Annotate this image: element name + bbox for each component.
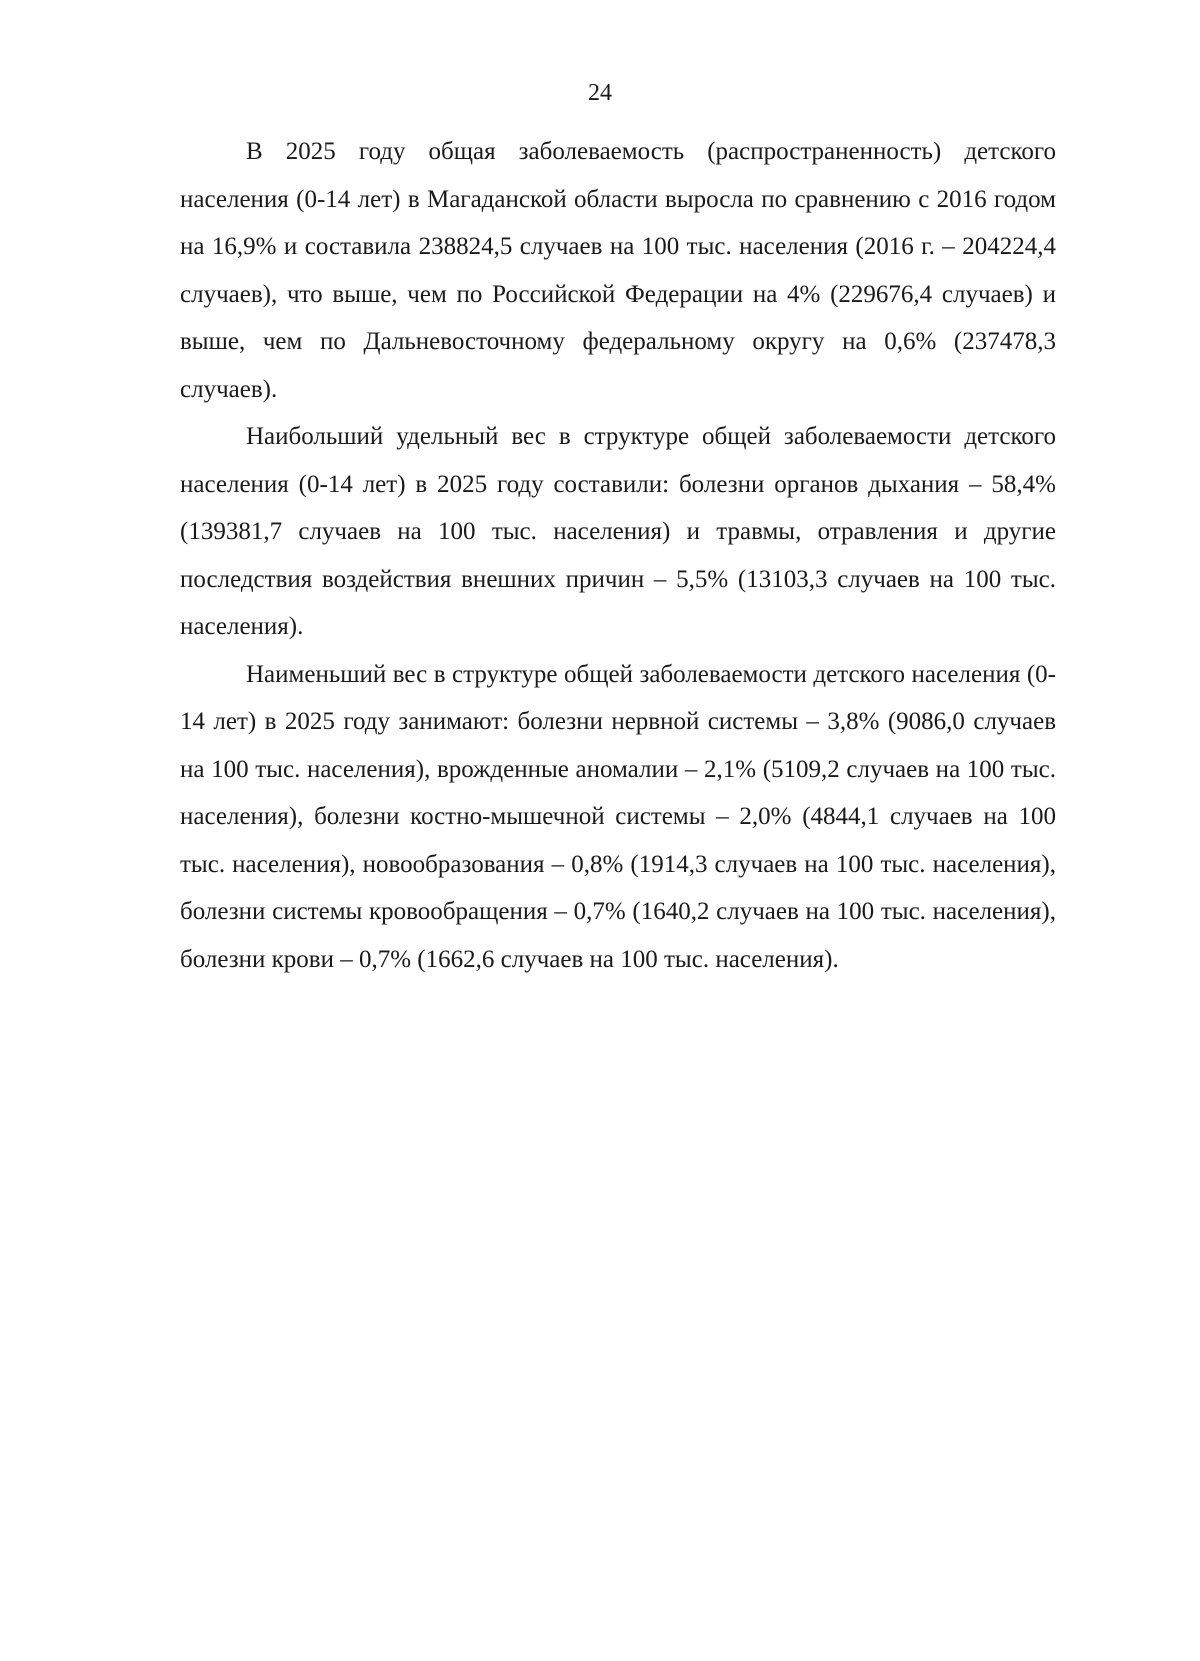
paragraph-largest-share: Наибольший удельный вес в структуре общей заболеваемости детского населения (0-14 лет) в 2025 году составили: болезни органов дыхания – 58,4% (139381,7 случаев на 100 тыс. населения) и травмы, отравления и другие последствия воздействия внешних причин – 5,5% (13103,3 случаев на 100 тыс. населения). — [180, 423, 1056, 640]
document-body — [180, 128, 1056, 983]
page-number: 24 — [588, 80, 612, 106]
paragraph-smallest-share: Наименьший вес в структуре общей заболеваемости детского населения (0-14 лет) в 2025 году занимают: болезни нервной системы – 3,8% (9086,0 случаев на 100 тыс. населения), врожденные аномалии – 2,1% (5109,2 случаев на 100 тыс. населения), болезни костно-мышечной системы – 2,0% (4844,1 случаев на 100 тыс. населения), новообразования – 0,8% (1914,3 случаев на 100 тыс. населения), болезни системы кровообращения – 0,7% (1640,2 случаев на 100 тыс. населения), болезни крови – 0,7% (1662,6 случаев на 100 тыс. населения). — [180, 660, 1056, 973]
paragraph-general-morbidity: В 2025 году общая заболеваемость (распространенность) детского населения (0-14 лет) в Магаданской области выросла по сравнению с 2016 годом на 16,9% и составила 238824,5 случаев на 100 тыс. населения (2016 г. – 204224,4 случаев), что выше, чем по Российской Федерации на 4% (229676,4 случаев) и выше, чем по Дальневосточному федеральному округу на 0,6% (237478,3 случаев). — [180, 138, 1056, 403]
